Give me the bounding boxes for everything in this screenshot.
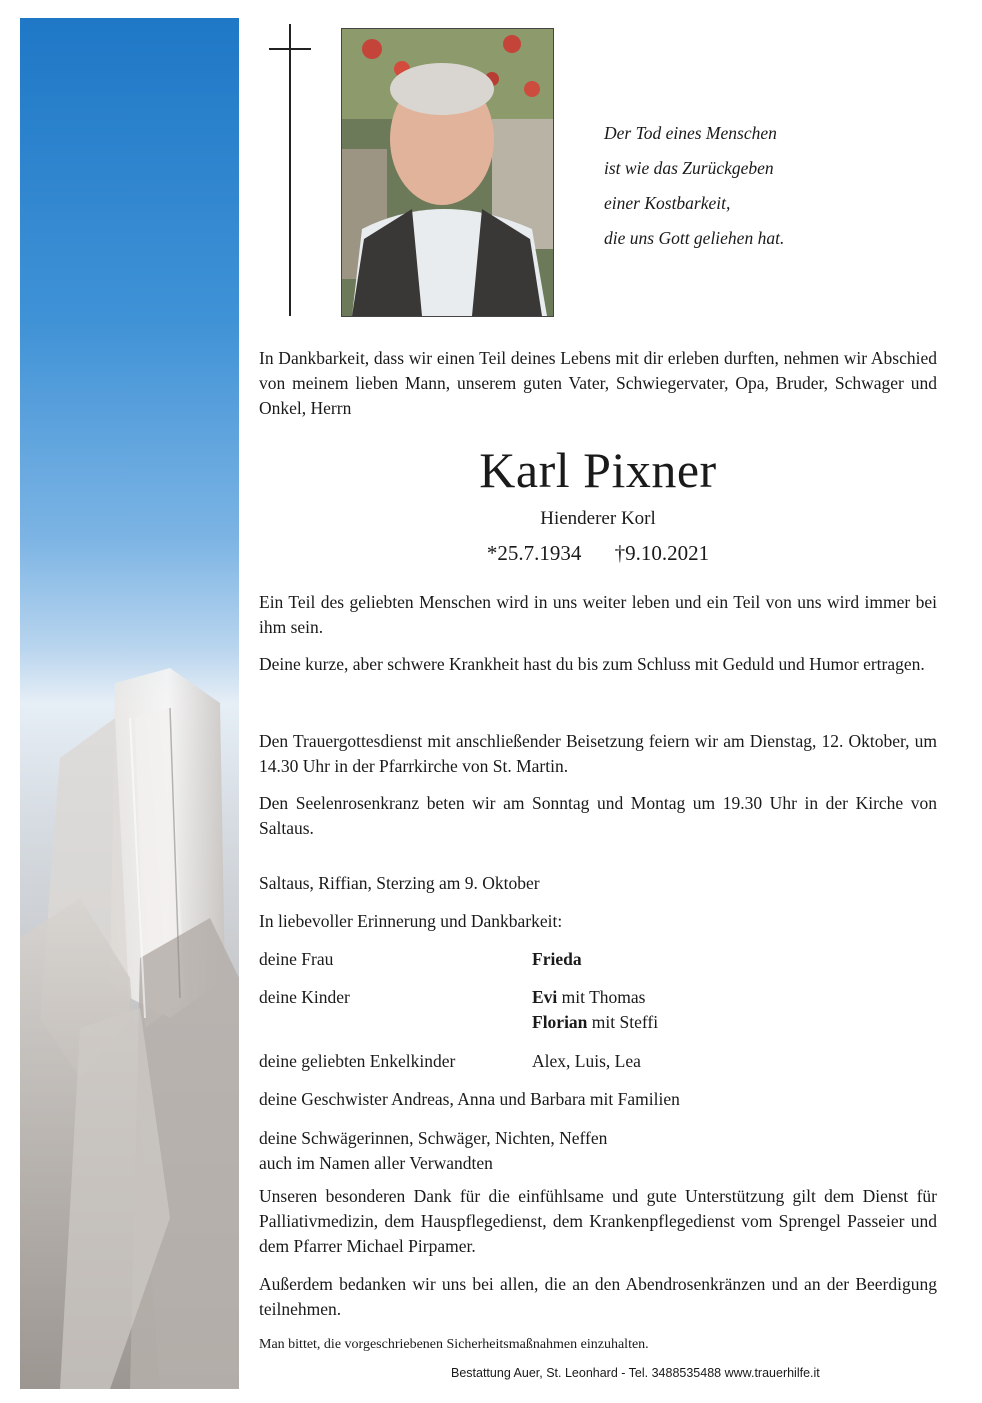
quote-line: ist wie das Zurückgeben xyxy=(604,158,774,178)
wife-label: deine Frau xyxy=(259,949,334,969)
crystal-image-strip xyxy=(20,18,239,1389)
child-2-name: Florian xyxy=(532,1012,588,1032)
child-1-partner: mit Thomas xyxy=(557,987,646,1007)
paragraph-funeral: Den Trauergottesdienst mit anschließender Beisetzung feiern wir am Dienstag, 12. Oktober, um 14.30 Uhr in der Pfarrkirche von St. Martin. xyxy=(259,731,937,776)
child-1 xyxy=(532,985,645,1010)
paragraph-rosary: Den Seelenrosenkranz beten wir am Sonntag und Montag um 19.30 Uhr in der Kirche von Saltaus. xyxy=(259,793,937,838)
death-date: †9.10.2021 xyxy=(614,541,710,565)
wife-name-text: Frieda xyxy=(532,949,582,969)
portrait-photo xyxy=(341,28,554,317)
life-dates xyxy=(259,541,937,566)
siblings-line: deine Geschwister Andreas, Anna und Barbara mit Familien xyxy=(259,1089,680,1109)
wife-name xyxy=(532,947,582,972)
quote-line: einer Kostbarkeit, xyxy=(604,193,731,213)
crystal-illustration xyxy=(20,18,239,1389)
grandchildren-label: deine geliebten Enkelkinder xyxy=(259,1051,456,1071)
child-1-name: Evi xyxy=(532,987,558,1007)
paragraph-illness: Deine kurze, aber schwere Krankheit hast du bis zum Schluss mit Geduld und Humor ertragen. xyxy=(259,654,925,674)
cross-vertical xyxy=(289,24,291,316)
inlaws-line: deine Schwägerinnen, Schwäger, Nichten, Neffen xyxy=(259,1128,608,1148)
children-label: deine Kinder xyxy=(259,987,350,1007)
intro-paragraph: In Dankbarkeit, dass wir einen Teil deines Lebens mit dir erleben durften, nehmen wir Abschied von meinem lieben Mann, unserem guten Vater, Schwiegervater, Opa, Bruder, Schwager und Onkel, Herrn xyxy=(259,348,937,418)
relatives-line: auch im Namen aller Verwandten xyxy=(259,1153,493,1173)
quote xyxy=(604,116,784,256)
footer-undertaker: Bestattung Auer, St. Leonhard - Tel. 3488535488 www.trauerhilfe.it xyxy=(451,1366,820,1380)
birth-date: *25.7.1934 xyxy=(486,541,582,565)
quote-line: Der Tod eines Menschen xyxy=(604,123,777,143)
paragraph-remembrance: Ein Teil des geliebten Menschen wird in uns weiter leben und ein Teil von uns wird immer bei ihm sein. xyxy=(259,592,937,637)
thanks-paragraph: Unseren besonderen Dank für die einfühlsame und gute Unterstützung gilt dem Dienst für Palliativmedizin, dem Hauspflegedienst, dem Krankenpflegedienst vom Sprengel Passeier und dem Pfarrer Michael Pirpamer. xyxy=(259,1186,937,1256)
cross-horizontal xyxy=(269,48,311,50)
grandchildren-names: Alex, Luis, Lea xyxy=(532,1051,641,1071)
memory-line: In liebevoller Erinnerung und Dankbarkeit: xyxy=(259,911,563,931)
safety-notice: Man bittet, die vorgeschriebenen Sicherheitsmaßnahmen einzuhalten. xyxy=(259,1337,649,1352)
quote-line: die uns Gott geliehen hat. xyxy=(604,228,785,248)
deceased-nickname: Hienderer Korl xyxy=(540,508,656,529)
child-2-partner: mit Steffi xyxy=(587,1012,659,1032)
thanks-paragraph-2: Außerdem bedanken wir uns bei allen, die an den Abendrosenkränzen und an der Beerdigung teilnehmen. xyxy=(259,1274,937,1319)
deceased-name: Karl Pixner xyxy=(479,442,717,498)
place-date: Saltaus, Riffian, Sterzing am 9. Oktober xyxy=(259,873,540,893)
child-2 xyxy=(532,1010,658,1035)
